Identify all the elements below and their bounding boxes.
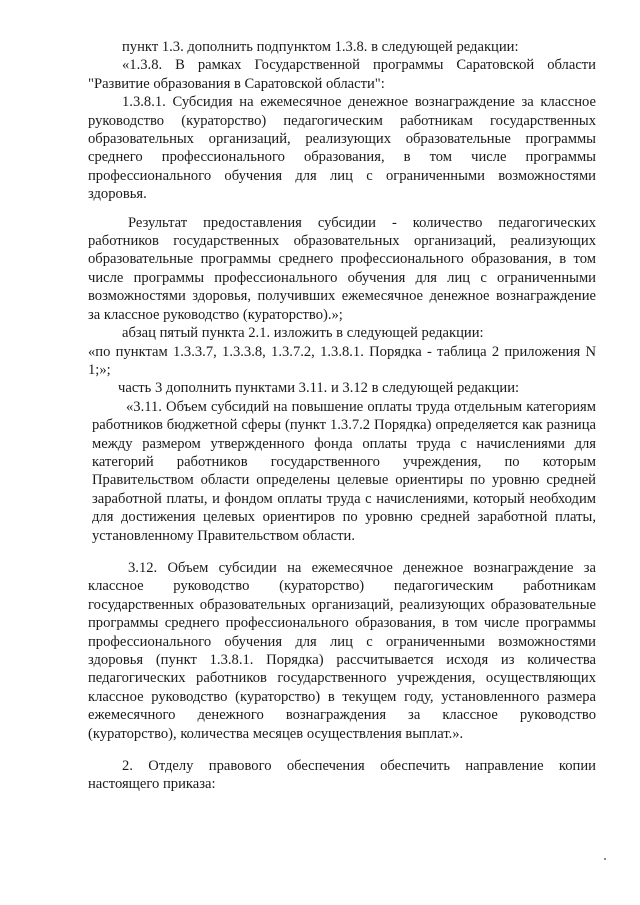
paragraph-3-12: 3.12. Объем субсидии на ежемесячное денежное вознаграждение за классное руководство (кураторство) педагогическим работникам государственных образовательных организаций, реализующих образовательные программы среднего профессионального образования, в том числе программы профессионального обучения для лиц с ограниченными возможностями здоровья (пункт 1.3.8.1. Порядка) рассчитывается исходя из количества педагогических работников государственного учреждения, осуществляющих классное руководство (кураторство) в текущем году, установленного размера ежемесячного денежного вознаграждения за классное руководство (кураторство), количества месяцев осуществления выплат.».: [88, 559, 596, 742]
paragraph-amend-2-1: абзац пятый пункта 2.1. изложить в следующей редакции:: [122, 325, 484, 342]
paragraph-amend-part-3: часть 3 дополнить пунктами 3.11. и 3.12 в следующей редакции:: [118, 380, 520, 397]
paragraph-1-3-8-1: 1.3.8.1. Субсидия на ежемесячное денежное вознаграждение за классное руководство (кураторство) педагогическим работникам государственных образовательных организаций, реализующих образовательные программы среднего профессионального образования, в том числе программы профессионального обучения для лиц с ограниченными возможностями здоровья.: [88, 94, 596, 203]
paragraph-item-2: 2. Отделу правового обеспечения обеспечить направление копии настоящего приказа:: [88, 758, 596, 793]
paragraph-1-3-8: «1.3.8. В рамках Государственной программы Саратовской области "Развитие образования в Саратовской области":: [88, 57, 596, 92]
paragraph-3-11: «3.11. Объем субсидий на повышение оплаты труда отдельным категориям работников бюджетной сферы (пункт 1.3.7.2 Порядка) определяется как разница между размером утвержденного фонда оплаты труда с начислениями для категорий работников государственного учреждения, по которым Правительством области определены целевые ориентиры по уровню средней заработной платы, и фондом оплаты труда с начислениями, который необходим для достижения целевых ориентиров по уровню средней заработной платы, установленному Правительством области.: [92, 398, 596, 544]
scan-speck: [604, 858, 606, 860]
paragraph-amend-1-3: пункт 1.3. дополнить подпунктом 1.3.8. в следующей редакции:: [122, 39, 519, 55]
paragraph-result: Результат предоставления субсидии - количество педагогических работников государственных образовательных организаций, реализующих образовательные программы среднего профессионального образования, в том числе программы профессионального обучения для лиц с ограниченными возможностями здоровья, получивших ежемесячное денежное вознаграждение за классное руководство (кураторство).»;: [88, 214, 596, 323]
paragraph-points-list: «по пунктам 1.3.3.7, 1.3.3.8, 1.3.7.2, 1.3.8.1. Порядка - таблица 2 приложения N 1;»;: [88, 343, 596, 378]
